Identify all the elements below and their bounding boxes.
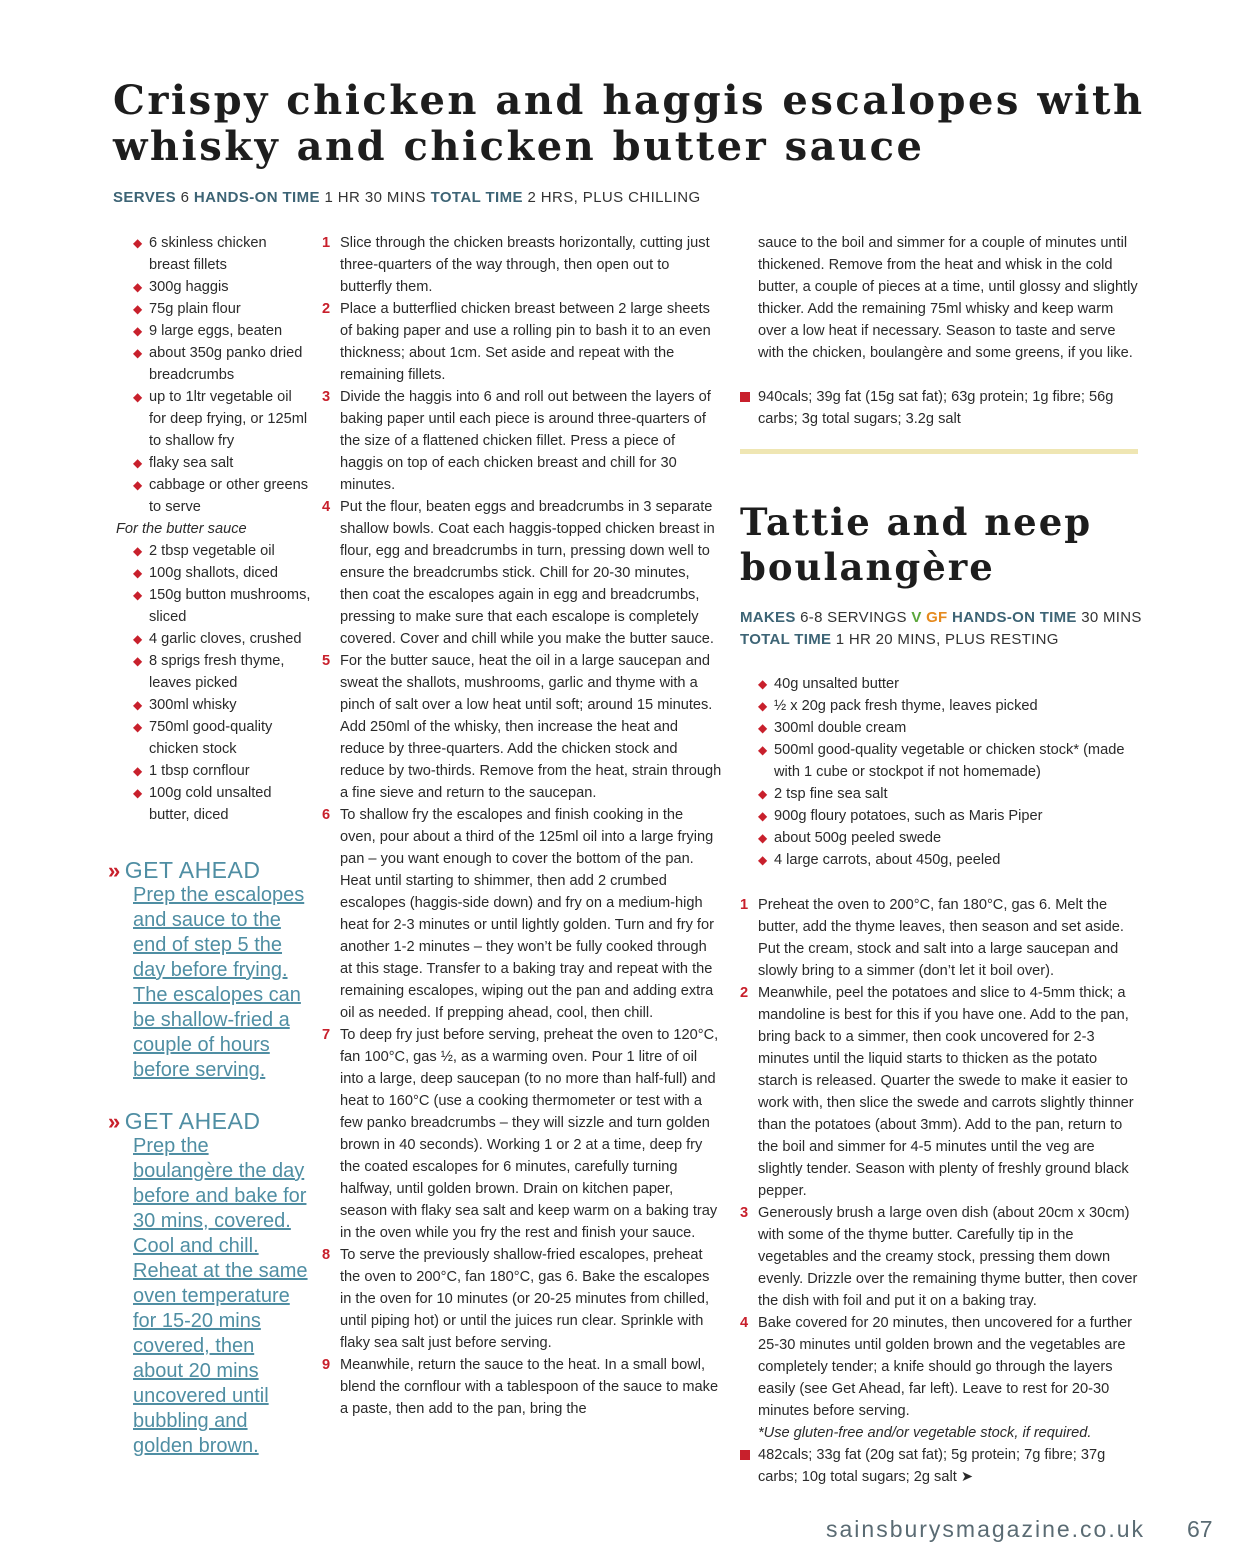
ingredient-text: 100g shallots, diced [149,565,278,581]
ingredient-item [133,540,311,562]
nutrition-text: 940cals; 39g fat (15g sat fat); 63g protein; 1g fibre; 56g carbs; 3g total sugars; 3.2g salt [758,389,1114,427]
ingredient-text: 500ml good-quality vegetable or chicken stock* (made with 1 cube or stockpot if not homemade) [774,742,1125,780]
ingredient-text: about 500g peeled swede [774,830,942,846]
get-ahead-link[interactable]: Prep the boulangère the day before and bake for 30 mins, covered. Cool and chill. Reheat at the same oven temperature for 15-20 mins covered, then about 20 mins uncovered until bubbling and golden brown. [133,1135,308,1457]
hands-on-value: 30 MINS [1076,609,1142,626]
nutrition-text: 482cals; 33g fat (20g sat fat); 5g protein; 7g fibre; 37g carbs; 10g total sugars; 2g salt [758,1447,1106,1485]
ingredient-item [133,760,311,782]
step-text: Slice through the chicken breasts horizontally, cutting just three-quarters of the way through, then open out to butterfly them. [340,235,710,295]
diamond-bullet-icon: ◆ [758,743,768,757]
step-text: Generously brush a large oven dish (about 20cm x 30cm) with some of the thyme butter. Carefully tip in the vegetables and the creamy stock, pressing them down evenly. Drizzle over the remaining thyme butter, then cover the dish with foil and put it on a baking tray. [758,1205,1138,1309]
diamond-bullet-icon: ◆ [758,699,768,713]
diamond-bullet-icon: ◆ [133,302,143,316]
ingredient-item [133,320,311,342]
ingredient-text: 100g cold unsalted butter, diced [149,785,272,823]
step-text: Preheat the oven to 200°C, fan 180°C, gas 6. Melt the butter, add the thyme leaves, then season and set aside. Put the cream, stock and salt into a large saucepan and slowly bring to a simmer (don’t let it boil over). [758,897,1124,979]
step-text: To shallow fry the escalopes and finish cooking in the oven, pour about a third of the 125ml oil into a large frying pan – you want enough to cover the bottom of the pan. Heat until starting to shimmer, then add 2 crumbed escalopes (haggis-side down) and fry on a medium-high heat for 2-3 minutes or until lightly golden. Turn and fry for another 1-2 minutes – they won’t be fully cooked through at this stage. Transfer to a baking tray and repeat with the remaining escalopes, wiping out the pan and adding extra oil as needed. If prepping ahead, cool, then chill. [340,807,714,1021]
method-steps [322,232,722,1420]
chevron-right-icon: » [108,1109,121,1134]
step-number: 5 [322,653,331,669]
ingredient-text: ½ x 20g pack fresh thyme, leaves picked [774,698,1038,714]
step-number: 3 [322,389,331,405]
ingredient-item [133,650,311,694]
ingredient-item [133,562,311,584]
method-step [322,386,722,496]
diamond-bullet-icon: ◆ [133,588,143,602]
ingredient-item [758,695,1148,717]
step-text: Place a butterflied chicken breast between 2 large sheets of baking paper and use a rolling pin to bash it to an even thickness; about 1cm. Set aside and repeat with the remaining fillets. [340,301,711,383]
hands-on-label: HANDS-ON TIME [952,609,1077,626]
ingredient-text: 300ml whisky [149,697,237,713]
ingredient-item [133,276,311,298]
page-number: 67 [1187,1516,1213,1542]
ingredient-text: 300ml double cream [774,720,907,736]
ingredient-text: 75g plain flour [149,301,241,317]
method-step [322,1244,722,1354]
ingredient-text: 300g haggis [149,279,229,295]
method-step [322,298,722,386]
diamond-bullet-icon: ◆ [758,787,768,801]
ingredient-item [133,584,311,628]
red-square-icon [740,1450,750,1460]
method-step [740,982,1140,1202]
recipe-title-line-2: whisky and chicken butter sauce [113,123,925,170]
diamond-bullet-icon: ◆ [133,698,143,712]
diamond-bullet-icon: ◆ [133,390,143,404]
step-number: 6 [322,807,331,823]
diamond-bullet-icon: ◆ [758,677,768,691]
arrow-right-icon: ➤ [960,1469,974,1485]
method-step [322,650,722,804]
ingredient-item [133,298,311,320]
ingredient-text: 4 large carrots, about 450g, peeled [774,852,1001,868]
step-number: 4 [740,1315,749,1331]
get-ahead-heading: GET AHEAD [124,1108,261,1134]
get-ahead-box-2 [108,1109,308,1459]
diamond-bullet-icon: ◆ [758,831,768,845]
get-ahead-link[interactable]: Prep the escalopes and sauce to the end of step 5 the day before frying. The escalopes can be shallow-fried a couple of hours before serving. [133,884,305,1081]
method-step [322,804,722,1024]
step-number: 9 [322,1357,331,1373]
method-step [322,496,722,650]
red-square-icon [740,392,750,402]
ingredient-text: about 350g panko dried breadcrumbs [149,345,303,383]
step-number: 1 [322,235,331,251]
ingredient-item [133,782,311,826]
ingredient-text: 4 garlic cloves, crushed [149,631,302,647]
ingredient-item [133,232,311,276]
step-text: Meanwhile, peel the potatoes and slice to 4-5mm thick; a mandoline is best for this if you have one. Add to the pan, bring back to a simmer, then cook uncovered for 2-3 minutes until the liquid starts to thicken as the potato starch is released. Quarter the swede to make it easier to work with, then slice the swede and carrots slightly thinner than the potatoes (about 3mm). Add to the pan, return to the boil and simmer for 4-5 minutes until the veg are slightly tender. Season with plenty of freshly ground black pepper. [758,985,1134,1199]
ingredient-item [133,694,311,716]
ingredient-text: 900g floury potatoes, such as Maris Piper [774,808,1043,824]
ingredient-text: 1 tbsp cornflour [149,763,250,779]
hands-on-label: HANDS-ON TIME [193,189,320,206]
diamond-bullet-icon: ◆ [133,236,143,250]
ingredient-text: 9 large eggs, beaten [149,323,283,339]
method-step [740,1312,1140,1422]
total-time-label: TOTAL TIME [430,189,523,206]
method-step-continued: sauce to the boil and simmer for a couple of minutes until thickened. Remove from the heat and whisk in the cold butter, a couple of pieces at a time, until glossy and slightly thicker. Add the remaining 75ml whisky and keep warm over a low heat if necessary. Season to taste and serve with the chicken, boulangère and some greens, if you like. [758,235,1138,361]
hands-on-value: 1 HR 30 MINS [319,189,431,206]
step-number: 7 [322,1027,331,1043]
step-number: 8 [322,1247,331,1263]
method-steps [740,894,1140,1422]
recipe-title-line-1: Crispy chicken and haggis escalopes with [113,77,1145,124]
diamond-bullet-icon: ◆ [758,809,768,823]
ingredient-list [133,232,311,518]
sauce-heading: For the butter sauce [116,521,247,537]
diamond-bullet-icon: ◆ [133,544,143,558]
recipe-title [113,78,1145,170]
step-number: 4 [322,499,331,515]
diamond-bullet-icon: ◆ [133,786,143,800]
ingredient-item [758,805,1148,827]
diamond-bullet-icon: ◆ [133,632,143,646]
nutrition-line [740,1444,1140,1488]
ingredient-item [133,628,311,650]
ingredient-text: 750ml good-quality chicken stock [149,719,273,757]
section-divider [740,449,1138,454]
method-step [322,1024,722,1244]
diamond-bullet-icon: ◆ [133,456,143,470]
step-number: 2 [322,301,331,317]
ingredient-text: 40g unsalted butter [774,676,899,692]
serves-value: 6 [176,189,194,206]
ingredient-text: up to 1ltr vegetable oil for deep frying, or 125ml to shallow fry [149,389,308,449]
recipe-2-ingredients [758,673,1148,871]
method-step [322,1354,722,1420]
recipe-2-title-line-2: boulangère [740,545,995,589]
step-text: To deep fry just before serving, preheat the oven to 120°C, fan 100°C, gas ½, as a warming oven. Pour 1 litre of oil into a large, deep saucepan (to no more than half-full) and heat to 160°C (use a cooking thermometer or test with a few panko breadcrumbs – they will sizzle and turn golden brown in 40 seconds). Working 1 or 2 at a time, deep fry the coated escalopes for 6 minutes, carefully turning halfway, until golden brown. Drain on kitchen paper, season with flaky sea salt and keep warm on a baking tray in the oven while you fry the rest and finish your sauce. [340,1027,719,1241]
diamond-bullet-icon: ◆ [133,566,143,580]
diamond-bullet-icon: ◆ [133,720,143,734]
recipe-2-title-line-1: Tattie and neep [740,500,1093,544]
diamond-bullet-icon: ◆ [758,721,768,735]
step-text: Bake covered for 20 minutes, then uncovered for a further 25-30 minutes until golden brown and the vegetables are completely tender; a knife should go through the layers easily (see Get Ahead, far left). Leave to rest for 20-30 minutes before serving. [758,1315,1132,1419]
recipe-2-meta [740,607,1142,651]
step-text: Put the flour, beaten eggs and breadcrumbs in 3 separate shallow bowls. Coat each haggis-topped chicken breast in flour, egg and breadcrumbs in turn, pressing down well to ensure the breadcrumbs stick. Chill for 20-30 minutes, then coat the escalopes again in egg and breadcrumbs, pressing to make sure that each escalope is completely covered. Cover and chill while you make the butter sauce. [340,499,715,647]
diamond-bullet-icon: ◆ [133,764,143,778]
footer-site: sainsburysmagazine.co.uk [826,1516,1146,1542]
ingredient-text: 2 tsp fine sea salt [774,786,888,802]
ingredient-item [133,716,311,760]
diamond-bullet-icon: ◆ [133,324,143,338]
sauce-ingredient-list [133,540,311,826]
get-ahead-box-1 [108,858,308,1083]
ingredient-text: 6 skinless chicken breast fillets [149,235,267,273]
total-time-value: 1 HR 20 MINS, PLUS RESTING [831,631,1059,648]
ingredient-text: 8 sprigs fresh thyme, leaves picked [149,653,285,691]
vegetarian-badge: V [911,609,922,626]
recipe-meta [113,189,701,206]
ingredient-item [133,342,311,386]
stock-note: *Use gluten-free and/or vegetable stock, if required. [758,1425,1092,1441]
method-step [740,894,1140,982]
method-step [322,232,722,298]
makes-label: MAKES [740,609,796,626]
total-time-value: 2 HRS, PLUS CHILLING [522,189,701,206]
diamond-bullet-icon: ◆ [133,346,143,360]
step-text: For the butter sauce, heat the oil in a large saucepan and sweat the shallots, mushrooms, garlic and thyme with a pinch of salt over a low heat until soft; around 15 minutes. Add 250ml of the whisky, then increase the heat and reduce by three-quarters. Add the chicken stock and reduce by two-thirds. Remove from the heat, strain through a fine sieve and return to the saucepan. [340,653,722,801]
ingredient-item [758,673,1148,695]
ingredient-item [758,783,1148,805]
serves-label: SERVES [113,189,176,206]
step-number: 1 [740,897,749,913]
ingredient-item [133,474,311,518]
ingredient-item [133,386,311,452]
chevron-right-icon: » [108,858,121,883]
ingredient-text: 2 tbsp vegetable oil [149,543,275,559]
recipe-2-method [740,894,1140,1488]
ingredient-text: cabbage or other greens to serve [149,477,309,515]
recipe-2-title [740,500,1092,590]
ingredients-column [116,232,311,826]
ingredient-item [758,717,1148,739]
step-text: Divide the haggis into 6 and roll out between the layers of baking paper until each piece is around three-quarters of the size of a flattened chicken fillet. Press a piece of haggis on top of each chicken breast and chill for 30 minutes. [340,389,711,493]
step-number: 3 [740,1205,749,1221]
ingredient-item [133,452,311,474]
ingredient-list [758,673,1148,871]
step-text: Meanwhile, return the sauce to the heat. In a small bowl, blend the cornflour with a tablespoon of the sauce to make a paste, then add to the pan, bring the [340,1357,719,1417]
step-number: 2 [740,985,749,1001]
ingredient-text: flaky sea salt [149,455,234,471]
diamond-bullet-icon: ◆ [758,853,768,867]
ingredient-item [758,739,1148,783]
diamond-bullet-icon: ◆ [133,654,143,668]
total-time-label: TOTAL TIME [740,631,832,648]
method-column [322,232,722,1420]
ingredient-text: 150g button mushrooms, sliced [149,587,311,625]
ingredient-item [758,849,1148,871]
ingredient-item [758,827,1148,849]
makes-value: 6-8 SERVINGS [795,609,912,626]
gluten-free-badge: GF [926,609,948,626]
step-text: To serve the previously shallow-fried escalopes, preheat the oven to 200°C, fan 180°C, gas 6. Bake the escalopes in the oven for 10 minutes (or 20-25 minutes from chilled, until piping hot) or until the juices run clear. Sprinkle with flaky sea salt just before serving. [340,1247,710,1351]
diamond-bullet-icon: ◆ [133,280,143,294]
diamond-bullet-icon: ◆ [133,478,143,492]
get-ahead-heading: GET AHEAD [124,857,261,883]
nutrition-line [740,386,1140,430]
method-step [740,1202,1140,1312]
